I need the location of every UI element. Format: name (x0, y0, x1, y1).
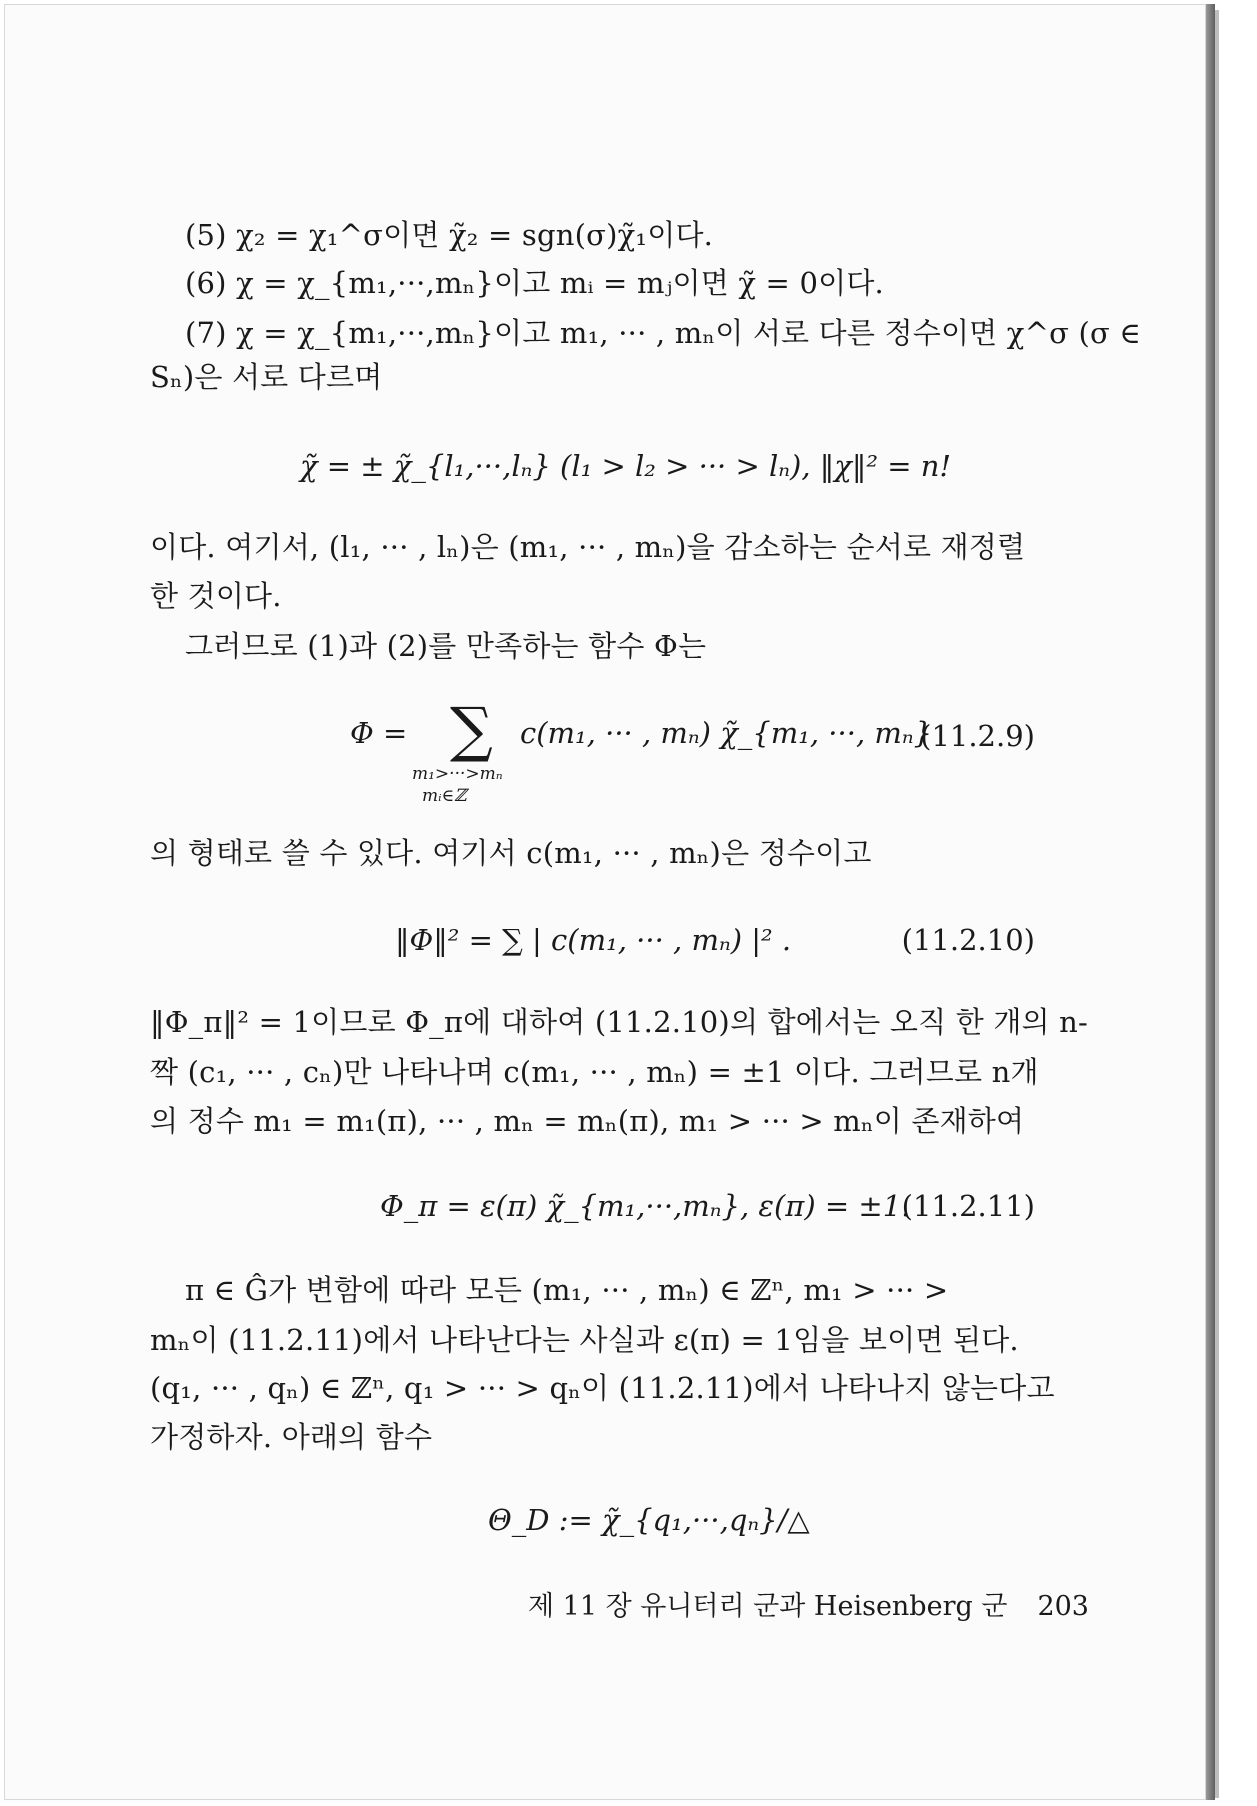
paragraph-3: 의 형태로 쓸 수 있다. 여기서 c(m₁, ··· , mₙ)은 정수이고 (150, 836, 872, 870)
equation-chi-tilde: χ̃ = ± χ̃_{l₁,···,lₙ} (l₁ > l₂ > ··· > lₙ), ‖χ‖² = n! (300, 449, 952, 483)
page-edge-shadow (1206, 4, 1215, 1800)
paragraph-2: 그러므로 (1)과 (2)를 만족하는 함수 Φ는 (185, 629, 707, 663)
equation-number: (11.2.10) (901, 923, 1035, 957)
eq-lhs: Φ = (350, 716, 408, 750)
chapter-title: 제 11 장 유니터리 군과 Heisenberg 군 (528, 1591, 1008, 1622)
summation-symbol: ∑ (450, 695, 493, 765)
equation-number: (11.2.9) (920, 719, 1035, 753)
paragraph-4-line-1: ‖Φ_π‖² = 1이므로 Φ_π에 대하여 (11.2.10)의 합에서는 오직 한 개의 n- (150, 1005, 1089, 1039)
item-7-line-1: (7) χ = χ_{m₁,···,mₙ}이고 m₁, ··· , mₙ이 서로 다른 정수이면 χ^σ (σ ∈ (185, 316, 1142, 350)
paragraph-1-line-2: 한 것이다. (150, 579, 282, 613)
paragraph-5-line-4: 가정하자. 아래의 함수 (150, 1420, 433, 1454)
paragraph-4-line-3: 의 정수 m₁ = m₁(π), ··· , mₙ = mₙ(π), m₁ > ··· > mₙ이 존재하여 (150, 1104, 1025, 1138)
equation-11-2-10: ‖Φ‖² = ∑ | c(m₁, ··· , mₙ) |² . (395, 923, 792, 957)
item-5: (5) χ₂ = χ₁^σ이면 χ̃₂ = sgn(σ)χ̃₁이다. (185, 218, 714, 252)
paragraph-5-line-3: (q₁, ··· , qₙ) ∈ ℤⁿ, q₁ > ··· > qₙ이 (11.2.11)에서 나타나지 않는다고 (150, 1371, 1055, 1405)
equation-11-2-9 (350, 695, 933, 810)
running-footer (528, 1587, 1089, 1627)
paragraph-5-line-1: π ∈ Ĝ가 변함에 따라 모든 (m₁, ··· , mₙ) ∈ ℤⁿ, m₁ > ··· > (185, 1273, 949, 1307)
equation-11-2-11: Φ_π = ε(π) χ̃_{m₁,···,mₙ}, ε(π) = ±1. (380, 1189, 911, 1223)
paragraph-4-line-2: 짝 (c₁, ··· , cₙ)만 나타나며 c(m₁, ··· , mₙ) = ±1 이다. 그러므로 n개 (150, 1055, 1039, 1089)
paragraph-1-line-1: 이다. 여기서, (l₁, ··· , lₙ)은 (m₁, ··· , mₙ)을 감소하는 순서로 재정렬 (150, 530, 1026, 564)
sum-index-domain: mᵢ∈ℤ (422, 786, 467, 806)
page-number: 203 (1037, 1591, 1089, 1622)
sum-index-condition: m₁>···>mₙ (412, 764, 503, 784)
paragraph-5-line-2: mₙ이 (11.2.11)에서 나타난다는 사실과 ε(π) = 1임을 보이면 된다. (150, 1323, 1019, 1357)
equation-number: (11.2.11) (901, 1189, 1035, 1223)
eq-summand: c(m₁, ··· , mₙ) χ̃_{m₁, ···, mₙ} (520, 716, 933, 750)
item-7-line-2: Sₙ)은 서로 다르며 (150, 360, 383, 394)
item-6: (6) χ = χ_{m₁,···,mₙ}이고 mᵢ = mⱼ이면 χ̃ = 0이다. (185, 266, 884, 300)
page-edge (1215, 10, 1219, 1798)
equation-theta-d: Θ_D := χ̃_{q₁,···,qₙ}/△ (488, 1503, 810, 1537)
